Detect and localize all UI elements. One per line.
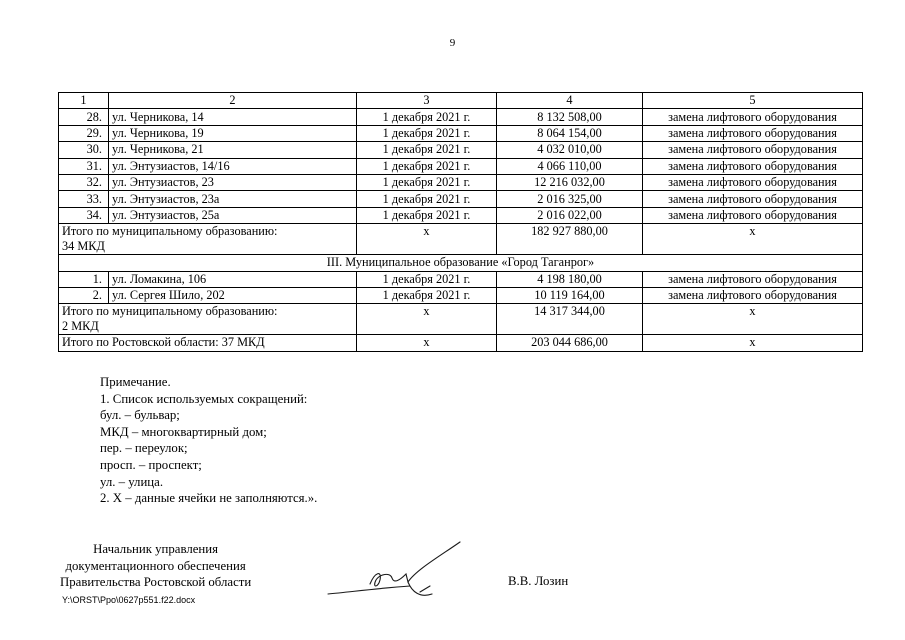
note-line: 1. Список используемых сокращений: [100,391,308,406]
total-amount: 203 044 686,00 [497,335,643,351]
signature-title-line: Правительства Ростовской области [60,575,252,590]
row-amount: 10 119 164,00 [497,287,643,303]
row-amount: 12 216 032,00 [497,174,643,190]
row-number: 32. [59,174,109,190]
row-work-type: замена лифтового оборудования [643,207,863,223]
file-path: Y:\ORST\Ppo\0627p551.f22.docx [62,595,196,605]
table-row [59,287,863,303]
row-address: ул. Энтузиастов, 23 [109,174,357,190]
row-address: ул. Сергея Шило, 202 [109,287,357,303]
row-amount: 8 064 154,00 [497,125,643,141]
subtotal-label-line: 34 МКД [62,239,105,254]
row-address: ул. Черникова, 21 [109,142,357,158]
row-work-type: замена лифтового оборудования [643,191,863,207]
table-row [59,174,863,190]
row-address: ул. Черникова, 14 [109,109,357,125]
row-number: 2. [59,287,109,303]
total-x: х [357,335,497,351]
subtotal-row [59,224,863,255]
row-number: 34. [59,207,109,223]
row-date: 1 декабря 2021 г. [357,207,497,223]
table-row [59,207,863,223]
header-cell: 5 [643,93,863,109]
objects-table [58,92,863,352]
header-cell: 4 [497,93,643,109]
row-address: ул. Ломакина, 106 [109,271,357,287]
table-row [59,191,863,207]
row-amount: 2 016 022,00 [497,207,643,223]
row-address: ул. Энтузиастов, 25а [109,207,357,223]
note-title: Примечание. [100,375,171,389]
total-x: х [643,335,863,351]
row-work-type: замена лифтового оборудования [643,125,863,141]
subtotal-label-line: Итого по муниципальному образованию: [62,304,278,319]
row-number: 31. [59,158,109,174]
table-row [59,158,863,174]
row-amount: 4 032 010,00 [497,142,643,158]
subtotal-label-line: Итого по муниципальному образованию: [62,224,278,239]
row-amount: 8 132 508,00 [497,109,643,125]
note-line: ул. – улица. [100,474,164,489]
row-work-type: замена лифтового оборудования [643,142,863,158]
table-row [59,142,863,158]
row-date: 1 декабря 2021 г. [357,125,497,141]
row-date: 1 декабря 2021 г. [357,109,497,125]
row-amount: 4 198 180,00 [497,271,643,287]
row-date: 1 декабря 2021 г. [357,287,497,303]
row-date: 1 декабря 2021 г. [357,174,497,190]
handwritten-signature [320,536,480,606]
subtotal-x: х [643,304,863,335]
note-line: МКД – многоквартирный дом; [100,424,267,439]
section-title-row [59,255,863,271]
row-work-type: замена лифтового оборудования [643,158,863,174]
table-header-row [59,93,863,109]
row-number: 28. [59,109,109,125]
subtotal-x: х [357,224,497,255]
table-row [59,125,863,141]
row-work-type: замена лифтового оборудования [643,109,863,125]
page-number: 9 [449,37,456,49]
row-date: 1 декабря 2021 г. [357,191,497,207]
row-address: ул. Энтузиастов, 23а [109,191,357,207]
note-line: пер. – переулок; [100,441,188,456]
row-work-type: замена лифтового оборудования [643,271,863,287]
table-row [59,109,863,125]
section-title: III. Муниципальное образование «Город Таганрог» [59,255,863,271]
subtotal-x: х [357,304,497,335]
total-row [59,335,863,351]
note-line: бул. – бульвар; [100,408,180,423]
row-work-type: замена лифтового оборудования [643,287,863,303]
row-work-type: замена лифтового оборудования [643,174,863,190]
row-number: 33. [59,191,109,207]
row-amount: 4 066 110,00 [497,158,643,174]
row-date: 1 декабря 2021 г. [357,142,497,158]
signer-name: В.В. Лозин [508,574,569,588]
header-cell: 1 [59,93,109,109]
row-number: 29. [59,125,109,141]
row-address: ул. Черникова, 19 [109,125,357,141]
row-address: ул. Энтузиастов, 14/16 [109,158,357,174]
subtotal-amount: 182 927 880,00 [497,224,643,255]
subtotal-label [59,304,357,335]
row-number: 30. [59,142,109,158]
signature-title-line: Начальник управления [93,542,218,556]
header-cell: 2 [109,93,357,109]
header-cell: 3 [357,93,497,109]
note-line: просп. – проспект; [100,457,202,472]
signature-title [60,541,251,591]
total-label: Итого по Ростовской области: 37 МКД [59,335,357,351]
note-line: 2. Х – данные ячейки не заполняются.». [100,491,318,506]
table-row [59,271,863,287]
note-block [100,374,317,507]
subtotal-label-line: 2 МКД [62,319,99,334]
signature-title-line: документационного обеспечения [65,558,246,573]
subtotal-amount: 14 317 344,00 [497,304,643,335]
row-number: 1. [59,271,109,287]
subtotal-row [59,304,863,335]
row-amount: 2 016 325,00 [497,191,643,207]
row-date: 1 декабря 2021 г. [357,158,497,174]
subtotal-x: х [643,224,863,255]
subtotal-label [59,224,357,255]
row-date: 1 декабря 2021 г. [357,271,497,287]
